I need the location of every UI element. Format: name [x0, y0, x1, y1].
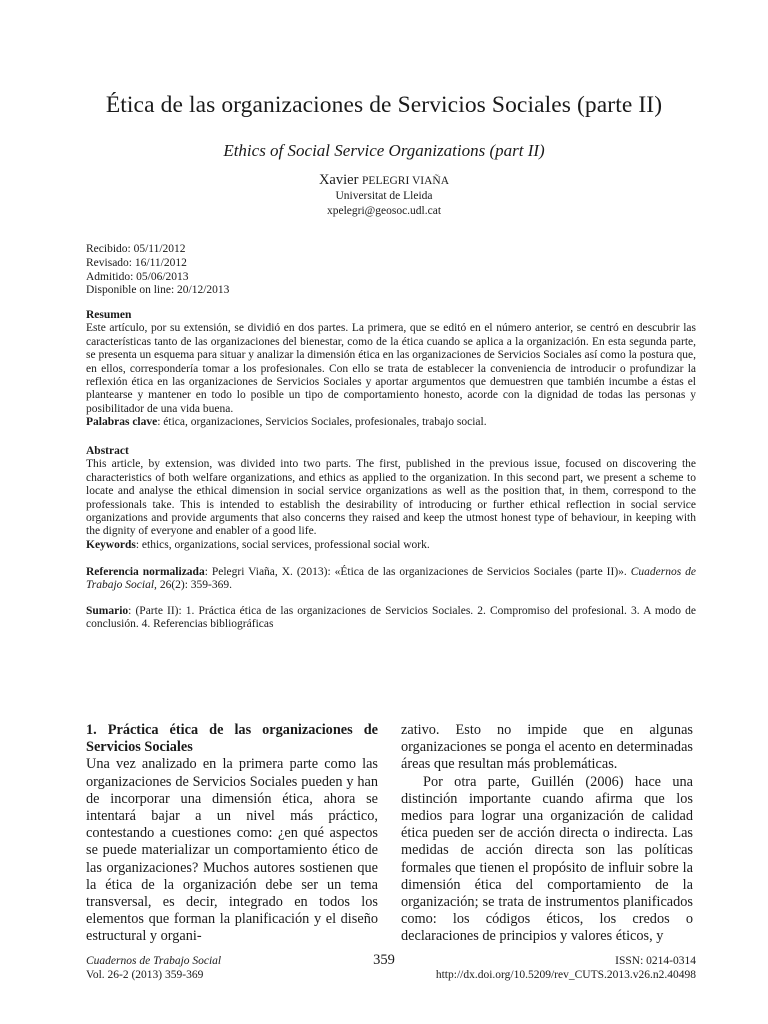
summary-block: [86, 605, 696, 632]
author-affiliation: [0, 189, 768, 219]
summary-text: : (Parte II): 1. Práctica ética de las organizaciones de Servicios Sociales. 2. Compromiso del profesional. 3. A modo de conclusión. 4. Referencias bibliográficas: [86, 605, 696, 631]
abstract-block: [86, 445, 696, 552]
keywords: : ethics, organizations, social services, professional social work.: [135, 538, 430, 551]
article-subtitle: Ethics of Social Service Organizations (part II): [223, 141, 545, 160]
reference-block: [86, 566, 696, 593]
palabras-clave: : ética, organizaciones, Servicios Sociales, profesionales, trabajo social.: [157, 416, 487, 429]
author-name: [0, 172, 768, 189]
resumen-heading: Resumen: [86, 309, 132, 321]
footer-doi-link[interactable]: http://dx.doi.org/10.5209/rev_CUTS.2013.v26.n2.40498: [435, 969, 696, 981]
article-title: Ética de las organizaciones de Servicios Sociales (parte II): [105, 92, 663, 118]
section-heading: 1. Práctica ética de las organizaciones de Servicios Sociales: [86, 722, 378, 756]
date-admitted: Admitido: 05/06/2013: [86, 270, 189, 283]
footer-volume: Vol. 26-2 (2013) 359-369: [86, 969, 204, 981]
reference-details: 26(2): 359-369.: [156, 579, 232, 592]
abstract-text: This article, by extension, was divided into two parts. The first, published in the previous issue, focused on discovering the characteristics of both welfare organizations, and ethics as applied to the organization. In this second part, we present a scheme to locate and analyse the ethical dimension in social service organizations as well as the position that, in them, correspond to the professionals take. This is intended to establish the desirability of introducing or further ethical reflection in social service organizations and provide arguments that also concerns they raised and keep the utmost honest type of behaviour, in keeping with the dignity of everyone and enabler of a good life.: [86, 458, 696, 538]
author-first-name: Xavier: [318, 172, 359, 188]
date-revised: Revisado: 16/11/2012: [86, 256, 187, 269]
summary-label: Sumario: [86, 605, 129, 617]
footer-journal: Cuadernos de Trabajo Social: [86, 955, 222, 967]
footer-journal-info: [86, 954, 336, 982]
body-column-left: [86, 722, 378, 946]
publication-dates: [86, 243, 386, 298]
footer-issn: ISSN: 0214-0314: [615, 955, 696, 967]
author-email: xpelegri@geosoc.udl.cat: [326, 205, 442, 217]
body-paragraph: Una vez analizado en la primera parte como las organizaciones de Servicios Sociales pueden y han de incorporar una dimensión ética, ahora se intentará bajar a un nivel más práctico, contestando a cuestiones como: ¿en qué aspectos se puede materializar un comportamiento ético de las organizaciones? Muchos autores sostienen que la ética de la organización debe ser un tema transversal, es decir, integrado en todos los elementos que forman la planificación y el diseño estructural y organi-: [86, 756, 378, 945]
body-paragraph: zativo. Esto no impide que en algunas organizaciones se ponga el acento en determinadas áreas que resultan más problemáticas.: [401, 722, 693, 773]
footer-identifiers: [380, 954, 696, 982]
author-last-name: PELEGRI VIAÑA: [362, 175, 450, 187]
body-column-right: [401, 722, 693, 946]
date-online: Disponible on line: 20/12/2013: [86, 284, 230, 297]
palabras-clave-label: Palabras clave: [86, 416, 158, 429]
reference-text: : Pelegri Viaña, X. (2013): «Ética de las organizaciones de Servicios Sociales (parte II)».: [204, 566, 631, 578]
reference-journal: Cuadernos de Trabajo Social,: [86, 566, 696, 592]
abstract-heading: Abstract: [86, 445, 129, 457]
resumen-block: [86, 309, 696, 430]
keywords-label: Keywords: [86, 538, 136, 551]
resumen-text: Este artículo, por su extensión, se dividió en dos partes. La primera, que se editó en el número anterior, se centró en descubrir las características tanto de las organizaciones del bienestar, como de la ética cuando se aplica a la organización. En esta segunda parte, se presenta un esquema para situar y analizar la dimensión ética en las organizaciones de Servicios Sociales así como la postura que, en ellos, correspondería tomar a los profesionales. Con ello se trata de establecer la conveniencia de introducir o profundizar la reflexión ética en las organizaciones de Servicios Sociales y aportar argumentos que demuestren que también incumbe a éstas el plantearse y mantener en todo lo posible un tipo de comportamiento honesto, acorde con la dignidad de todas las personas y posibilitador de una vida buena.: [86, 322, 696, 415]
university: Universitat de Lleida: [335, 190, 433, 202]
date-received: Recibido: 05/11/2012: [86, 243, 186, 255]
reference-label: Referencia normalizada: [86, 566, 205, 578]
page-number: 359: [373, 952, 395, 968]
body-paragraph: Por otra parte, Guillén (2006) hace una distinción importante cuando afirma que los medios para lograr una organización de calidad ética pueden ser de acción directa o indirecta. Las medidas de acción directa son las políticas formales que tienen el propósito de influir sobre la dimensión ética del comportamiento de la organización; se trata de instrumentos planificados como: los códigos éticos, los credos o declaraciones de principios y valores éticos, y: [401, 773, 693, 945]
